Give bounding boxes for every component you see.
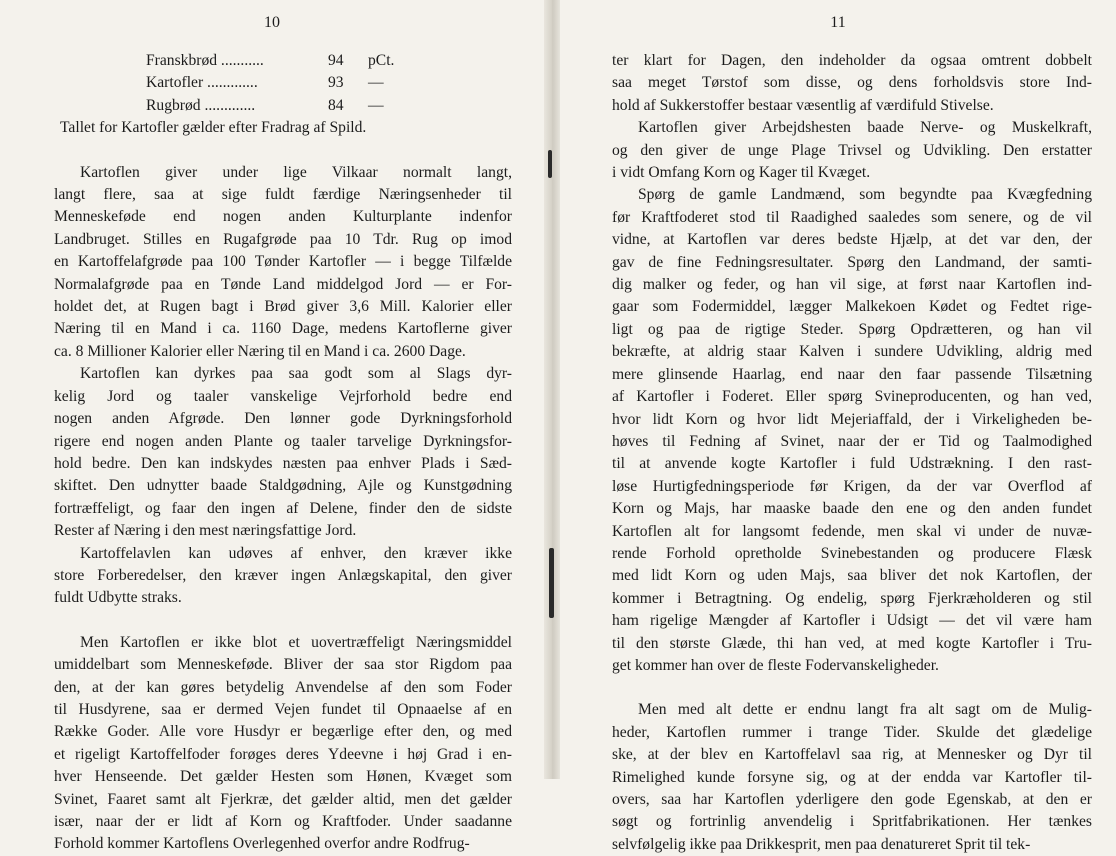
paragraph	[54, 363, 512, 542]
text-line: og den giver de unge Plage Trivsel og Udvikling. Den erstatter	[612, 141, 1092, 159]
text-line: Række Goder. Alle vore Husdyr er begærlige efter den, og med	[54, 723, 512, 741]
text-line: ham rigelige Mængder af Kartofler i Udsigt — det vil være ham	[612, 612, 1092, 630]
text-line: bekræfte, at aldrig staar Kalven i sundere Udvikling, aldrig med	[612, 343, 1092, 361]
text-line: Spørg de gamle Landmænd, som begyndte paa Kvægfedning	[638, 186, 1092, 204]
table-row	[54, 50, 512, 72]
text-line: overs, saa har Kartoflen yderligere den gode Egenskab, at den er	[612, 791, 1092, 808]
book-spine	[544, 0, 560, 779]
text-line: løse Hurtigfedningsperiode før Krigen, da der var Overflod af	[612, 477, 1092, 495]
text-line: fortræffeligt, og faar den ingen af Delene, finder den de sidste	[54, 499, 512, 517]
text-line: ligt og paa de rigtige Steder. Spørg Opdrætteren, og han vil	[612, 320, 1092, 338]
text-line: store Forberedelser, den kræver ingen Anlægskapital, den giver	[54, 566, 512, 584]
nutrition-table	[54, 50, 512, 140]
table-row-value: 93	[328, 74, 344, 92]
text-line: heder, Kartoflen rummer i trange Tider. Skulde det glædelige	[612, 723, 1092, 741]
text-line: mere glinsende Haarlag, end naar den faar passende Tilsætning	[612, 365, 1092, 383]
text-line: ske, at der blev en Kartoffelavl saa rig, at Mennesker og Dyr til	[612, 746, 1092, 764]
paragraph	[54, 543, 512, 610]
table-row-name: Kartofler .............	[146, 74, 258, 92]
paragraph	[612, 50, 1092, 117]
table-row-unit: —	[368, 96, 384, 114]
left-page	[0, 0, 544, 853]
text-line: Rester af Næring i den mest næringsfattige Jord.	[54, 522, 357, 540]
paragraph	[612, 117, 1092, 184]
left-page-text	[54, 50, 512, 856]
paragraph	[612, 184, 1092, 677]
page-number-right: 11	[830, 14, 846, 31]
text-line: Næring til en Mand i ca. 1160 Dage, medens Kartoflerne giver	[54, 320, 512, 338]
text-line: Korn og Majs, har maaske baade den ene og den anden fundet	[612, 500, 1092, 518]
text-line: søgt og fortrinlig anvendelig i Spritfabrikationen. Her tænkes	[612, 813, 1092, 831]
text-line: især, naar der er lidt af Korn og Kraftfoder. Under saadanne	[54, 813, 512, 830]
table-row-value: 94	[328, 52, 344, 69]
text-line: Kartoffelavlen kan udøves af enhver, den kræver ikke	[80, 544, 512, 562]
table-row-name: Rugbrød .............	[146, 96, 256, 114]
text-line: hver Henseende. Det gælder Hesten som Hønen, Kvæget som	[54, 768, 512, 786]
text-line: høves til Fedning af Svinet, naar der er Tid og Taalmodighed	[612, 432, 1092, 450]
text-line: rende Forhold opretholde Svinebestanden og producere Flæsk	[612, 544, 1092, 562]
text-line: skiftet. Den udnytter baade Staldgødning, Ajle og Kunstgødning	[54, 477, 512, 495]
paragraph	[54, 632, 512, 856]
text-line: Svinet, Faaret samt alt Fjerkræ, det gælder altid, men det gælder	[54, 790, 512, 808]
text-line: holdet det, at Rugen bagt i Brød giver 3,6 Mill. Kalorier eller	[54, 298, 512, 316]
text-line: med lidt Korn og uden Majs, saa bliver det nok Kartoflen, der	[612, 567, 1092, 585]
text-line: ca. 8 Millioner Kalorier eller Næring til en Mand i ca. 2600 Dage.	[54, 342, 466, 360]
table-row-name: Franskbrød ...........	[146, 52, 264, 69]
text-line: ter klart for Dagen, den indeholder da ogsaa omtrent dobbelt	[612, 52, 1092, 69]
text-line: Normalafgrøde paa en Tønde Land middelgod Jord — er For-	[54, 275, 512, 293]
text-line: til Husdyrene, saa er dermed Vejen fundet til Opnaaelse af en	[54, 700, 512, 718]
text-line: af Kartofler i Foderet. Eller spørg Svineproducenten, og han ved,	[612, 388, 1092, 406]
text-line: Men med alt dette er endnu langt fra alt sagt om de Mulig-	[638, 701, 1092, 719]
text-line: nogen anden Afgrøde. Den lønner gode Dyrkningsforhold	[54, 410, 512, 428]
table-row	[54, 95, 512, 117]
table-note: Tallet for Kartofler gælder efter Fradrag af Spild.	[60, 119, 367, 137]
spacer	[54, 610, 512, 632]
text-line: Kartoflen giver under lige Vilkaar normalt langt,	[80, 163, 512, 181]
text-line: get kommer han over de fleste Fodervanskeligheder.	[612, 656, 939, 674]
paragraph	[54, 162, 512, 364]
text-line: Kartoflen kan dyrkes paa saa godt som al Slags dyr-	[80, 365, 512, 383]
binding-mark	[549, 548, 554, 618]
text-line: til den største Glæde, thi han ved, at med kogte Kartofler i Tru-	[612, 634, 1092, 652]
text-line: Rimelighed kunde forsyne sig, og at der endda var Kartofler til-	[612, 768, 1092, 786]
text-line: gaar som Fodermiddel, lægger Malkekoen Kødet og Fedtet rige-	[612, 298, 1092, 316]
text-line: den, at der kan gøres betydelig Anvendelse af den som Foder	[54, 678, 512, 696]
text-line: hvor lidt Korn og hvor lidt Mejeriaffald, der i Virkeligheden be-	[612, 410, 1092, 428]
text-line: en Kartoffelafgrøde paa 100 Tønder Kartofler — i begge Tilfælde	[54, 253, 512, 271]
text-line: Kartoflen giver Arbejdshesten baade Nerve- og Muskelkraft,	[638, 119, 1092, 137]
text-line: rigere end nogen anden Plante og taaler tarvelige Dyrkningsfor-	[54, 432, 512, 450]
text-line: vidne, at Kartoflen var deres bedste Hjælp, at det var den, der	[612, 231, 1092, 249]
text-line: Landbruget. Stilles en Rugafgrøde paa 10 Tdr. Rug op imod	[54, 230, 512, 248]
text-line: Kartoflen alt for langsomt fedende, men skal vi under de nuvæ-	[612, 522, 1092, 540]
page-number-left: 10	[264, 14, 280, 31]
text-line: Menneskeføde end nogen anden Kulturplante indenfor	[54, 208, 512, 226]
text-line: Forhold kommer Kartoflens Overlegenhed overfor andre Rodfrug-	[54, 835, 470, 853]
text-line: hold af Sukkerstoffer bestaar væsentlig af værdifuld Stivelse.	[612, 96, 994, 114]
table-row-value: 84	[328, 96, 344, 114]
text-line: i vidt Omfang Korn og Kager til Kvæget.	[612, 164, 871, 182]
text-line: kommer i Betragtning. Og endelig, spørg Fjerkræholderen og stil	[612, 589, 1092, 607]
binding-mark	[548, 150, 552, 178]
text-line: til at anvende kogte Kartofler i fuld Udstrækning. I den rast-	[612, 455, 1092, 473]
text-line: før Kraftfoderet stod til Raadighed saaledes som senere, og de vil	[612, 208, 1092, 226]
text-line: selvfølgelig ikke paa Drikkesprit, men paa denatureret Sprit til tek-	[612, 835, 1031, 853]
text-line: et rigeligt Kartoffelfoder forøges deres Ydeevne i høj Grad i en-	[54, 745, 512, 763]
text-line: kelig Jord og taaler vanskelige Vejrforhold bedre end	[54, 387, 512, 405]
table-row	[54, 72, 512, 94]
right-page	[560, 0, 1116, 853]
text-line: umiddelbart som Menneskeføde. Bliver der saa stor Rigdom paa	[54, 656, 512, 674]
paragraph	[612, 699, 1092, 856]
text-line: hold bedre. Den kan indskydes næsten paa enhver Plads i Sæd-	[54, 454, 512, 472]
text-line: langt flere, saa at sige fuldt færdige Næringsenheder til	[54, 186, 512, 204]
table-row-unit: pCt.	[368, 52, 395, 69]
text-line: dig malker og feder, og han vil sige, at først naar Kartoflen ind-	[612, 276, 1092, 294]
spacer	[612, 677, 1092, 699]
text-line: gav de fine Fedningsresultater. Spørg den Landmand, der samti-	[612, 253, 1092, 271]
table-row-unit: —	[368, 74, 384, 92]
right-page-text	[612, 50, 1092, 856]
spacer	[54, 140, 512, 162]
text-line: fuldt Udbytte straks.	[54, 589, 182, 607]
text-line: saa meget Tørstof som disse, og dens forholdsvis store Ind-	[612, 74, 1092, 92]
text-line: Men Kartoflen er ikke blot et uovertræffeligt Næringsmiddel	[80, 633, 512, 651]
